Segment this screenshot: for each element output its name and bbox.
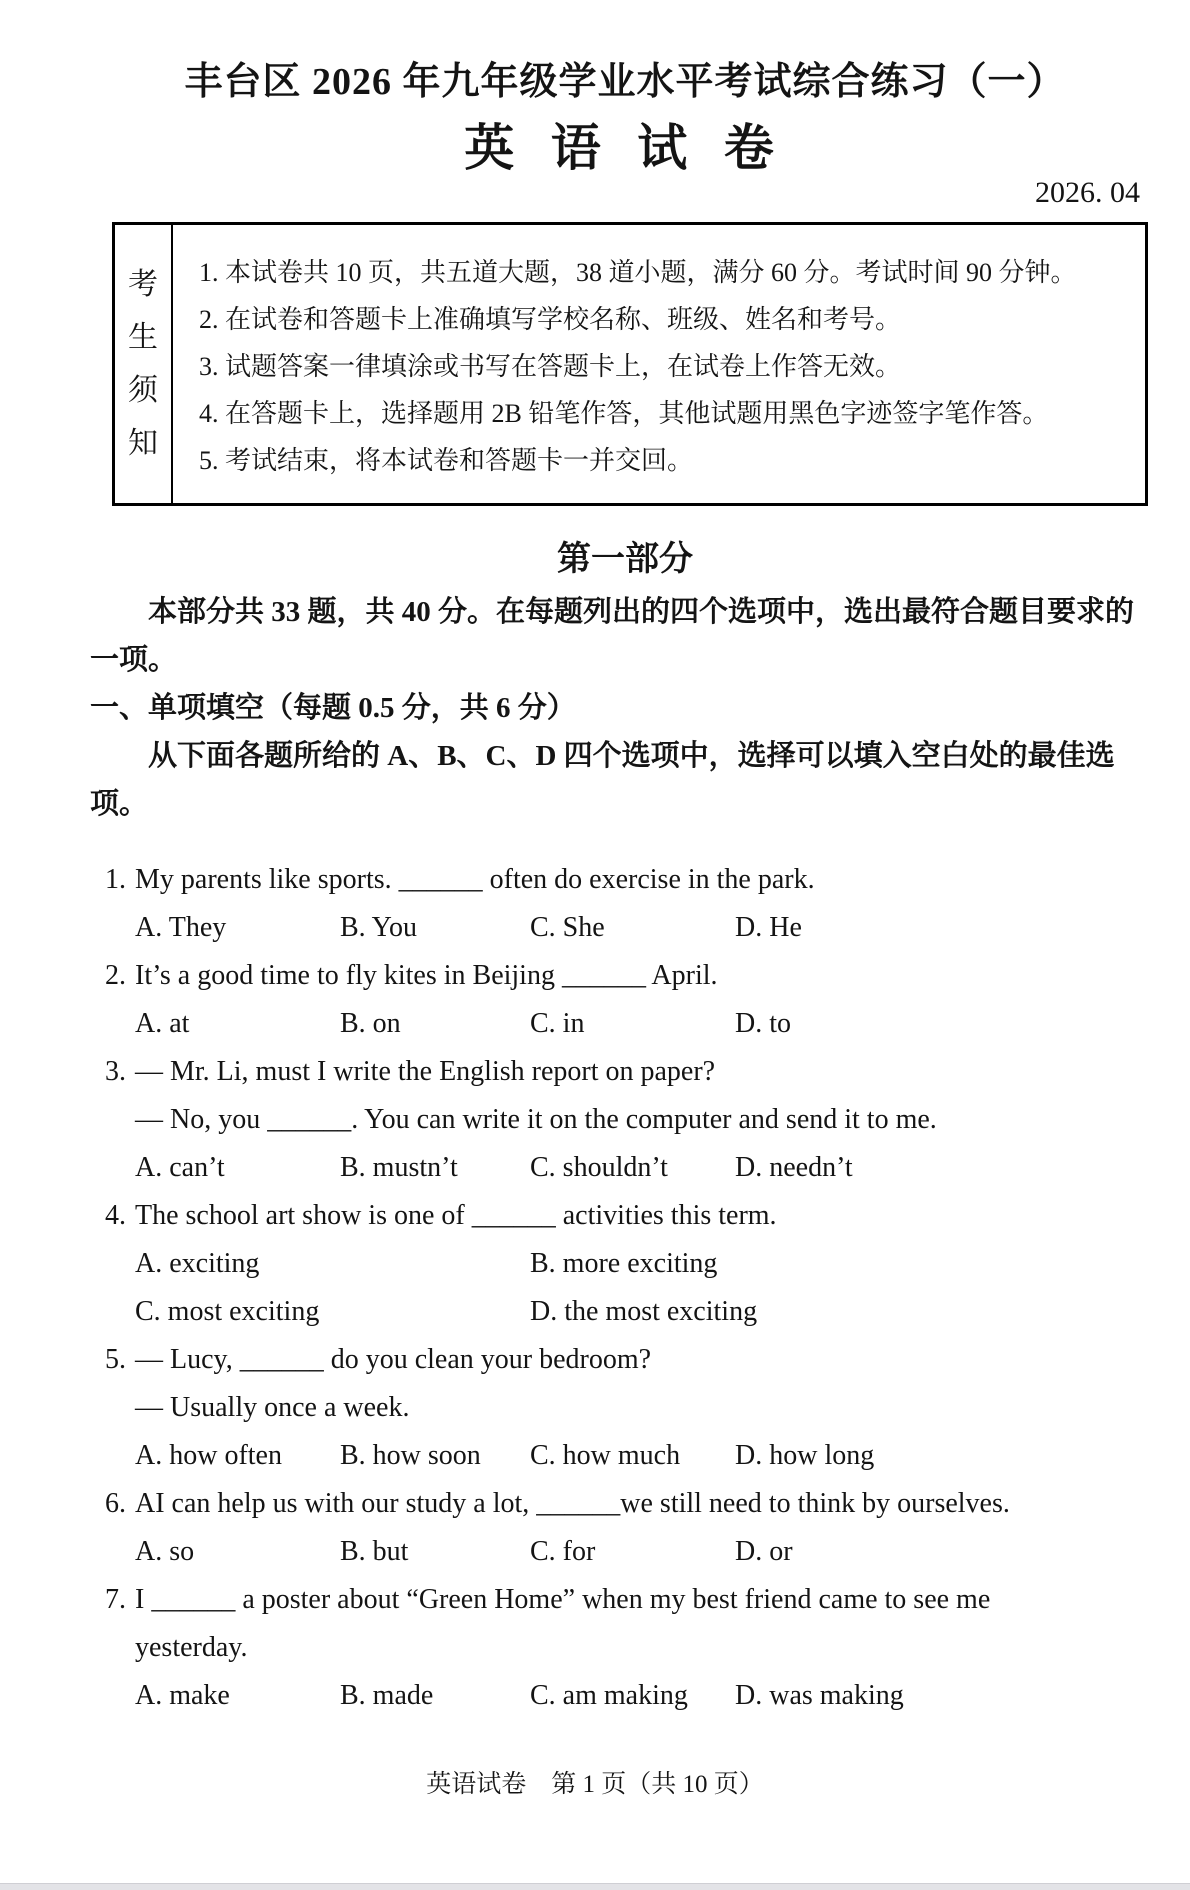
option-d: D. or xyxy=(735,1536,793,1567)
question-text: The school art show is one of ______ activities this term. xyxy=(135,1200,777,1231)
part1-intro: 本部分共 33 题，共 40 分。在每题列出的四个选项中，选出最符合题目要求的一项。 xyxy=(90,596,1135,676)
notice-item: 3. 试题答案一律填涂或书写在答题卡上，在试卷上作答无效。 xyxy=(199,352,902,381)
question-1 xyxy=(90,856,1160,952)
section1-instruction: 从下面各题所给的 A、B、C、D 四个选项中，选择可以填入空白处的最佳选项。 xyxy=(90,740,1115,820)
section1-heading: 一、单项填空（每题 0.5 分，共 6 分） xyxy=(90,692,576,724)
option-c: C. She xyxy=(530,912,605,943)
question-number: 5. xyxy=(105,1344,126,1375)
option-b: B. You xyxy=(340,912,418,943)
notice-item: 5. 考试结束，将本试卷和答题卡一并交回。 xyxy=(199,446,694,475)
question-text: My parents like sports. ______ often do exercise in the park. xyxy=(135,864,815,895)
notice-items xyxy=(173,225,1145,503)
option-a: A. They xyxy=(135,912,227,943)
question-text: yesterday. xyxy=(135,1632,248,1663)
notice-side-label xyxy=(115,225,173,503)
notice-item: 1. 本试卷共 10 页，共五道大题，38 道小题，满分 60 分。考试时间 90 分钟。 xyxy=(199,258,1077,287)
notice-side-char: 生 xyxy=(128,320,158,354)
notice-item: 4. 在答题卡上，选择题用 2B 铅笔作答，其他试题用黑色字迹签字笔作答。 xyxy=(199,399,1049,428)
question-number: 6. xyxy=(105,1488,126,1519)
option-a: A. how often xyxy=(135,1440,282,1471)
option-a: A. so xyxy=(135,1536,195,1567)
exam-date: 2026. 04 xyxy=(1035,176,1140,209)
option-a: A. exciting xyxy=(135,1248,260,1279)
question-number: 4. xyxy=(105,1200,126,1231)
question-5 xyxy=(90,1336,1160,1480)
question-text: — Mr. Li, must I write the English report on paper? xyxy=(135,1056,716,1087)
option-b: B. mustn’t xyxy=(340,1152,458,1183)
option-a: A. make xyxy=(135,1680,230,1711)
notice-side-char: 须 xyxy=(128,373,158,407)
option-d: D. He xyxy=(735,912,802,943)
option-a: A. can’t xyxy=(135,1152,225,1183)
option-d: D. how long xyxy=(735,1440,875,1471)
notice-item: 2. 在试卷和答题卡上准确填写学校名称、班级、姓名和考号。 xyxy=(199,305,902,334)
question-number: 2. xyxy=(105,960,126,991)
question-list xyxy=(90,856,1160,1720)
question-text: AI can help us with our study a lot, ______we still need to think by ourselves. xyxy=(135,1488,1010,1519)
question-3 xyxy=(90,1048,1160,1192)
option-d: D. the most exciting xyxy=(530,1296,758,1327)
option-b: B. on xyxy=(340,1008,401,1039)
option-c: C. how much xyxy=(530,1440,681,1471)
option-d: D. to xyxy=(735,1008,791,1039)
notice-side-char: 考 xyxy=(128,267,158,301)
notice-side-char: 知 xyxy=(128,426,158,460)
option-b: B. but xyxy=(340,1536,409,1567)
question-4 xyxy=(90,1192,1160,1336)
option-b: B. how soon xyxy=(340,1440,481,1471)
question-text: It’s a good time to fly kites in Beijing ______ April. xyxy=(135,960,718,991)
option-c: C. in xyxy=(530,1008,585,1039)
option-d: D. was making xyxy=(735,1680,904,1711)
question-number: 1. xyxy=(105,864,126,895)
question-6 xyxy=(90,1480,1160,1576)
question-number: 7. xyxy=(105,1584,126,1615)
exam-header-title: 丰台区 2026 年九年级学业水平考试综合练习（一） xyxy=(184,61,1066,103)
option-b: B. more exciting xyxy=(530,1248,718,1279)
question-text: — Usually once a week. xyxy=(135,1392,410,1423)
option-c: C. am making xyxy=(530,1680,688,1711)
question-text: — No, you ______. You can write it on the computer and send it to me. xyxy=(135,1104,937,1135)
question-7 xyxy=(90,1576,1160,1720)
page-footer: 英语试卷 第 1 页（共 10 页） xyxy=(426,1771,764,1798)
question-number: 3. xyxy=(105,1056,126,1087)
option-b: B. made xyxy=(340,1680,434,1711)
option-d: D. needn’t xyxy=(735,1152,853,1183)
option-c: C. shouldn’t xyxy=(530,1152,668,1183)
option-c: C. for xyxy=(530,1536,596,1567)
question-text: — Lucy, ______ do you clean your bedroom? xyxy=(135,1344,652,1375)
option-c: C. most exciting xyxy=(135,1296,320,1327)
subject-title: 英 语 试 卷 xyxy=(464,120,786,176)
scan-edge xyxy=(0,1883,1190,1890)
part1-title: 第一部分 xyxy=(557,541,693,578)
question-2 xyxy=(90,952,1160,1048)
question-text: I ______ a poster about “Green Home” when my best friend came to see me xyxy=(135,1584,991,1615)
option-a: A. at xyxy=(135,1008,190,1039)
notice-box xyxy=(112,222,1148,506)
